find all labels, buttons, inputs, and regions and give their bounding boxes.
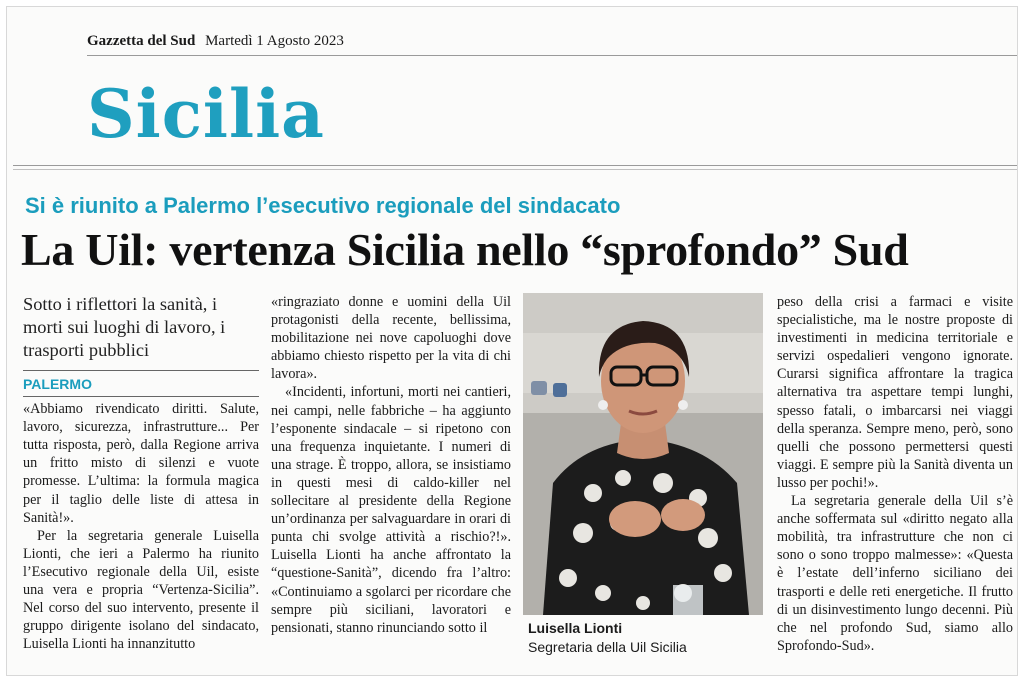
article-dateline: PALERMO — [23, 376, 92, 392]
newspaper-name: Gazzetta del Sud — [87, 33, 196, 49]
article-column-2 — [271, 293, 511, 637]
article-summary: Sotto i riflettori la sanità, i morti sui luoghi di lavoro, i trasporti pubblici — [23, 294, 226, 360]
portrait-photo — [523, 293, 763, 615]
paragraph: «Abbiamo rivendicato diritti. Salute, lavoro, sicurezza, infrastrutture... Per tutta risposta, però, dalla Regione arriva un fritto misto di silenzi e vuote promesse. L’ultima: la formula magica per il taglio delle liste di attesa in Sanità!». — [23, 401, 259, 526]
caption-role: Segretaria della Uil Sicilia — [528, 639, 687, 655]
publication-date: Martedì 1 Agosto 2023 — [205, 33, 344, 49]
masthead — [87, 33, 1017, 50]
section-rule — [13, 165, 1018, 166]
summary-rule — [23, 370, 259, 371]
portrait-illustration — [523, 293, 763, 615]
paragraph: «ringraziato donne e uomini della Uil protagonisti della recente, bellissima, mobilitazione nei nove capoluoghi dove abbiamo chiesto rispetto per la vita di chi lavora». — [271, 294, 511, 383]
dateline-rule — [23, 396, 259, 397]
section-rule-secondary — [13, 169, 1018, 170]
article-column-4 — [777, 293, 1013, 655]
article-headline: La Uil: vertenza Sicilia nello “sprofondo” Sud — [21, 224, 909, 275]
article-kicker: Si è riunito a Palermo l’esecutivo regionale del sindacato — [25, 193, 621, 218]
paragraph: Per la segretaria generale Luisella Lionti, che ieri a Palermo ha riunito l’Esecutivo regionale della Uil, esiste una vera e propria “Vertenza-Sicilia”. Nel corso del suo intervento, presente il gruppo dirigente isolano del sindacato, Luisella Lionti ha innanzitutto — [23, 527, 259, 653]
photo-caption — [528, 619, 768, 657]
newspaper-page — [6, 6, 1018, 676]
caption-name: Luisella Lionti — [528, 620, 623, 636]
masthead-rule — [87, 55, 1017, 56]
paragraph: La segretaria generale della Uil s’è anche soffermata sul «diritto negato alla mobilità, tra infrastrutture che non ci sono o sono troppo malmesse»: «Questa è l’estate dell’inferno siciliano dei trasporti e delle reti energetiche. Il frutto di un disinvestimento lungo decenni. Più che nel profondo Sud, siamo allo Sprofondo-Sud». — [777, 493, 1013, 654]
paragraph: «Incidenti, infortuni, morti nei cantieri, nei campi, nelle fabbriche – ha aggiunto l’esponente sindacale – si ripetono con una frequenza inquietante. I numeri di una strage. È troppo, allora, se insistiamo in questi mesi di caldo-killer nel sollecitare al presidente della Regione un’ordinanza per salvaguardare in orari di punta chi svolge attività a rischio?!». Luisella Lionti ha anche affrontato la “questione-Sanità”, dicendo fra l’altro: «Continuiamo a sgolarci per ricordare che sempre più siciliani, lavoratori e pensionati, stanno rinunciando sotto il — [271, 384, 511, 636]
paragraph: peso della crisi a farmaci e visite specialistiche, ma le nostre proposte di investimenti in medicina territoriale e servizi ospedalieri vengono ignorate. Curarsi significa affrontare la tragica alternativa tra aspettare tempi lunghi, spesso fatali, o imbarcarsi nei viaggi della speranza. Sempre meno, però, sono quelli che possono permettersi questi viaggi. E sempre più la Sanità diventa un lusso per pochi!». — [777, 294, 1013, 491]
section-title: Sicilia — [87, 75, 325, 153]
article-column-1 — [23, 293, 259, 653]
